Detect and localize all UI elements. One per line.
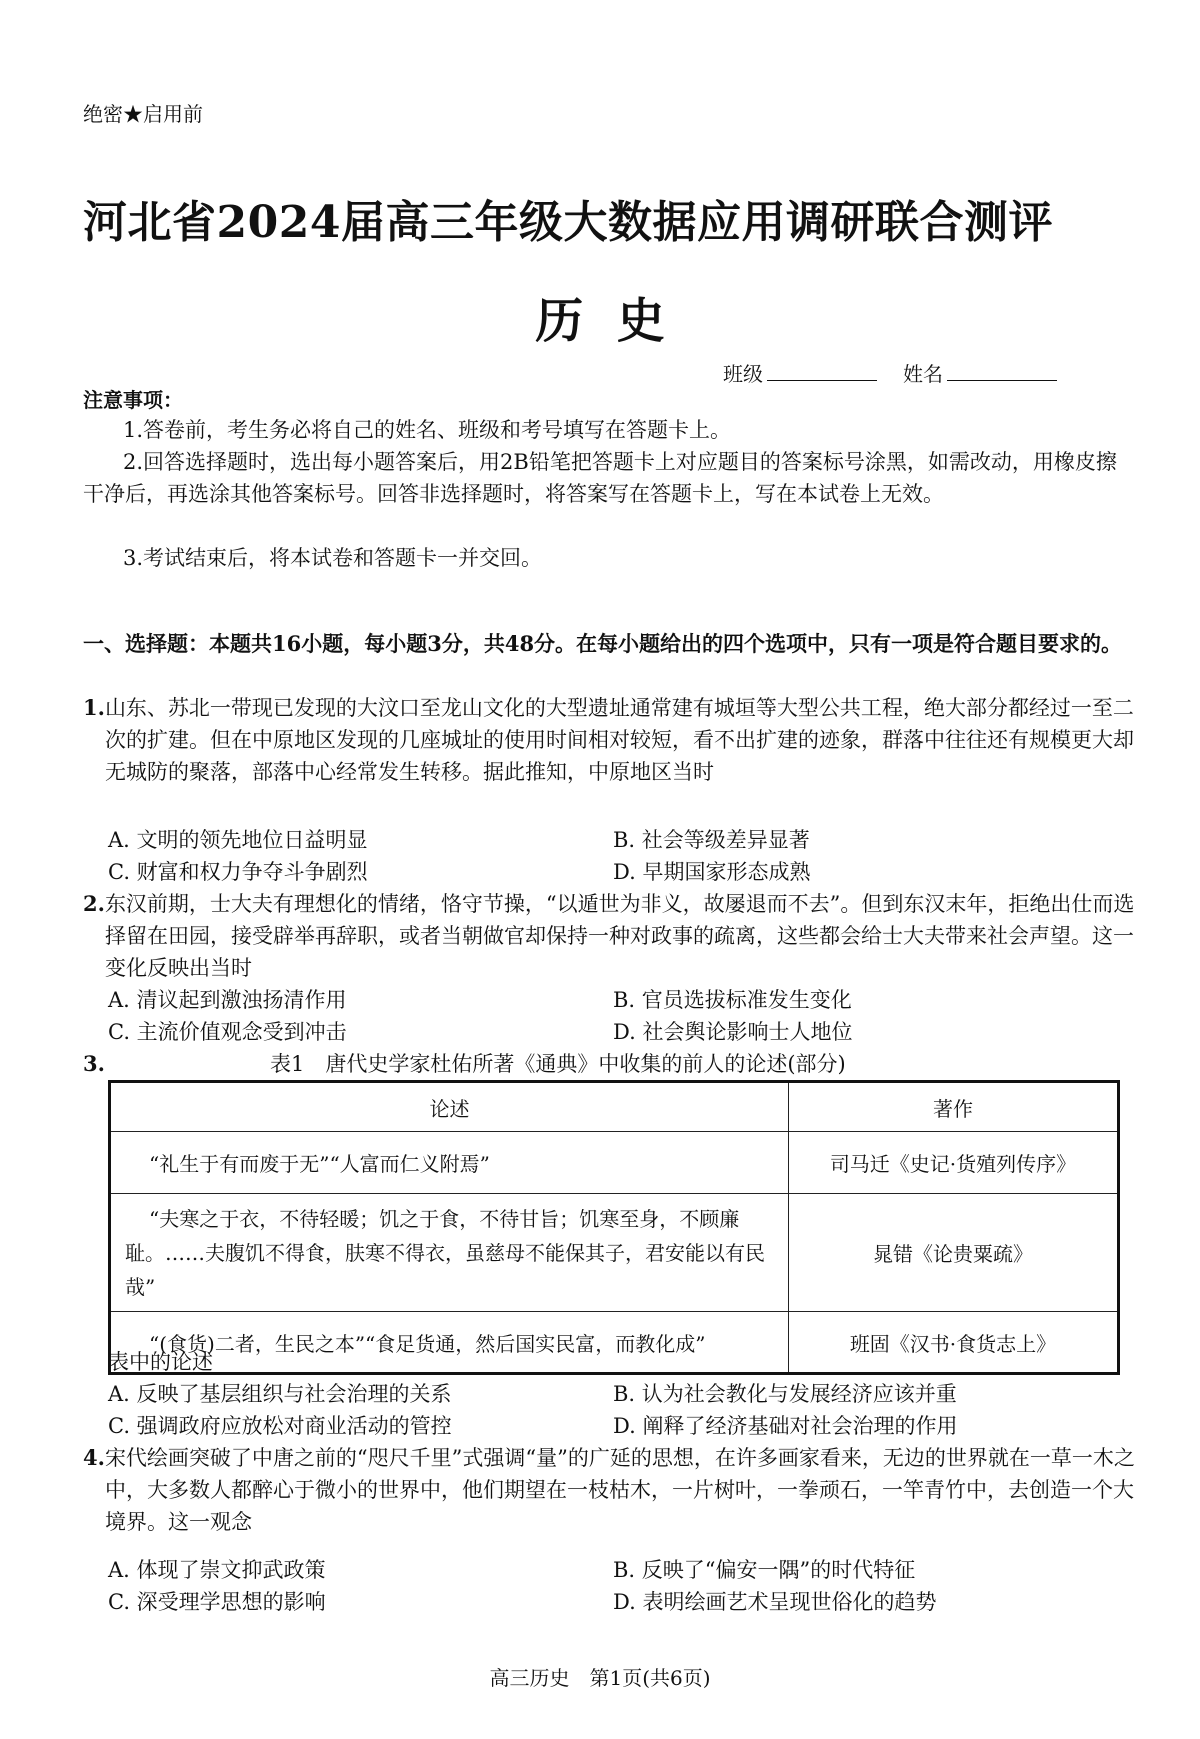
q3-stem: 表中的论述: [108, 1350, 213, 1374]
q3-option-b[interactable]: B. 认为社会教化与发展经济应该并重: [613, 1382, 957, 1406]
question-4: [83, 1442, 1145, 1538]
q3-option-a[interactable]: A. 反映了基层组织与社会治理的关系: [108, 1382, 452, 1406]
page-footer: 高三历史 第1页(共6页): [489, 1666, 711, 1690]
subject-title: 历 史: [535, 293, 665, 349]
q1-option-a[interactable]: A. 文明的领先地位日益明显: [108, 828, 368, 852]
notice-item-1: 1.答卷前，考生务必将自己的姓名、班级和考号填写在答题卡上。: [123, 418, 732, 442]
table-cell-work: 晁错《论贵粟疏》: [789, 1194, 1119, 1312]
question-2: [83, 888, 1145, 984]
question-number: 3.: [83, 1051, 105, 1076]
q2-option-c[interactable]: C. 主流价值观念受到冲击: [108, 1020, 347, 1044]
q3-option-c[interactable]: C. 强调政府应放松对商业活动的管控: [108, 1414, 452, 1438]
q4-option-d[interactable]: D. 表明绘画艺术呈现世俗化的趋势: [613, 1590, 937, 1614]
table-1: [108, 1080, 1120, 1375]
name-label: 姓名: [903, 362, 943, 386]
q1-option-b[interactable]: B. 社会等级差异显著: [613, 828, 810, 852]
q4-option-c[interactable]: C. 深受理学思想的影响: [108, 1590, 326, 1614]
q1-option-c[interactable]: C. 财富和权力争夺斗争剧烈: [108, 860, 368, 884]
table-header-row: [110, 1082, 1119, 1132]
q2-option-a[interactable]: A. 清议起到激浊扬清作用: [108, 988, 347, 1012]
question-stem: 宋代绘画突破了中唐之前的“咫尺千里”式强调“量”的广延的思想，在许多画家看来，无边的世界就在一草一木之中，大多数人都醉心于微小的世界中，他们期望在一枝枯木，一片树叶，一拳顽石，一竿青竹中，去创造一个大境界。这一观念: [104, 1446, 1135, 1534]
notice-item-3: 3.考试结束后，将本试卷和答题卡一并交回。: [123, 546, 543, 570]
q2-option-d[interactable]: D. 社会舆论影响士人地位: [613, 1020, 853, 1044]
table-cell-work: 司马迁《史记·货殖列传序》: [789, 1132, 1119, 1194]
question-1: [83, 692, 1145, 788]
table-row: [110, 1312, 1119, 1374]
q4-option-a[interactable]: A. 体现了崇文抑武政策: [108, 1558, 326, 1582]
question-number: 1.: [83, 695, 105, 720]
student-info-fields: [723, 358, 1083, 387]
table-cell-quote: “礼生于有而废于无”“人富而仁义附焉”: [110, 1132, 789, 1194]
confidential-label: 绝密★启用前: [83, 102, 203, 126]
q2-option-b[interactable]: B. 官员选拔标准发生变化: [613, 988, 852, 1012]
question-stem: 山东、苏北一带现已发现的大汶口至龙山文化的大型遗址通常建有城垣等大型公共工程，绝大部分都经过一至二次的扩建。但在中原地区发现的几座城址的使用时间相对较短，看不出扩建的迹象，群落中往往还有规模更大却无城防的聚落，部落中心经常发生转移。据此推知，中原地区当时: [104, 696, 1134, 784]
table-cell-quote: “夫寒之于衣，不待轻暖；饥之于食，不待甘旨；饥寒至身，不顾廉耻。……夫腹饥不得食，肤寒不得衣，虽慈母不能保其子，君安能以有民哉”: [110, 1194, 789, 1312]
exam-title: 河北省2024届高三年级大数据应用调研联合测评: [83, 197, 1053, 248]
question-stem: 东汉前期，士大夫有理想化的情绪，恪守节操，“以遁世为非义，故屡退而不去”。但到东汉末年，拒绝出仕而选择留在田园，接受辟举再辞职，或者当朝做官却保持一种对政事的疏离，这些都会给士大夫带来社会声望。这一变化反映出当时: [104, 892, 1135, 980]
notice-title: 注意事项：: [83, 388, 183, 412]
table-caption: 表1 唐代史学家杜佑所著《通典》中收集的前人的论述(部分): [270, 1052, 846, 1076]
name-blank[interactable]: [947, 362, 1057, 381]
class-label: 班级: [723, 362, 763, 386]
q3-option-d[interactable]: D. 阐释了经济基础对社会治理的作用: [613, 1414, 958, 1438]
class-blank[interactable]: [767, 362, 877, 381]
table-row: [110, 1132, 1119, 1194]
section-heading: 一、选择题：本题共16小题，每小题3分，共48分。在每小题给出的四个选项中，只有一项是符合题目要求的。: [83, 631, 1123, 656]
q1-option-d[interactable]: D. 早期国家形态成熟: [613, 860, 811, 884]
table-header-work: 著作: [789, 1082, 1119, 1132]
question-number: 4.: [83, 1445, 105, 1470]
table-cell-quote: “(食货)二者，生民之本”“食足货通，然后国实民富，而教化成”: [110, 1312, 789, 1374]
notice-item-2: 2.回答选择题时，选出每小题答案后，用2B铅笔把答题卡上对应题目的答案标号涂黑，如需改动，用橡皮擦干净后，再选涂其他答案标号。回答非选择题时，将答案写在答题卡上，写在本试卷上无效。: [83, 450, 1117, 506]
table-cell-work: 班固《汉书·食货志上》: [789, 1312, 1119, 1374]
table-row: [110, 1194, 1119, 1312]
q4-option-b[interactable]: B. 反映了“偏安一隅”的时代特征: [613, 1558, 916, 1582]
question-number: 2.: [83, 891, 105, 916]
table-header-discourse: 论述: [110, 1082, 789, 1132]
